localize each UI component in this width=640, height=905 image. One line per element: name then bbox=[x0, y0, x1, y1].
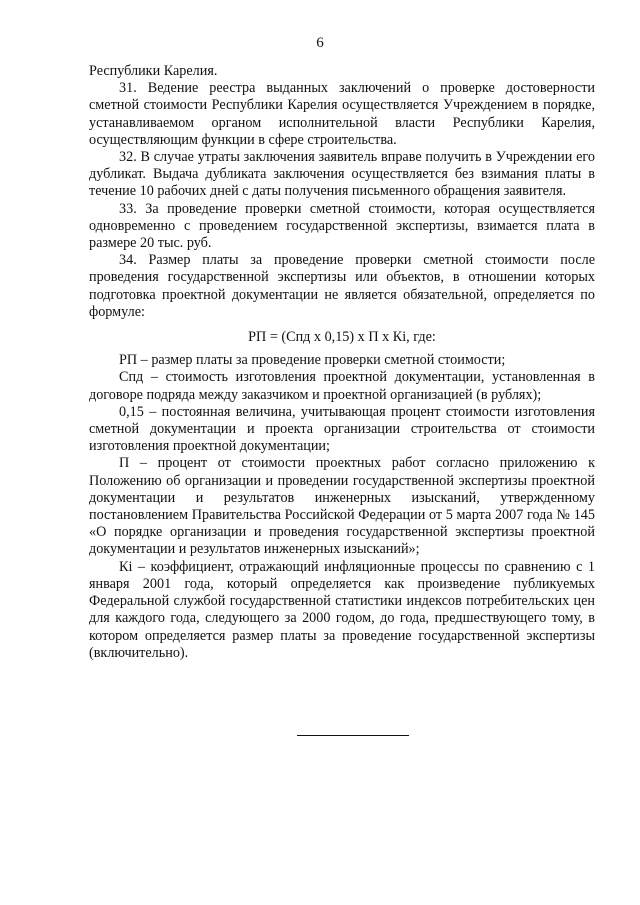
definition-ki: Кi – коэффициент, отражающий инфляционные процессы по сравнению с 1 января 2001 года, который определяется как произведение публикуемых Федеральной службой государственной статистики индексов потребительских цен для каждого года, следующего за 2000 годом, до года, предшествующего тому, в котором определяется размер платы за проведение государственной экспертизы (включительно). bbox=[89, 558, 595, 661]
document-body bbox=[89, 63, 595, 662]
definition-p: П – процент от стоимости проектных работ согласно приложению к Положению об организации и проведении государственной экспертизы проектной документации и результатов инженерных изысканий, утвержденному постановлением Правительства Российской Федерации от 5 марта 2007 года № 145 «О порядке организации и проведения государственной экспертизы проектной документации и результатов инженерных изысканий»; bbox=[89, 455, 595, 558]
definition-rp: РП – размер платы за проведение проверки сметной стоимости; bbox=[119, 352, 506, 369]
definition-spd: Спд – стоимость изготовления проектной документации, установленная в договоре подряда между заказчиком и проектной организацией (в рублях); bbox=[89, 369, 595, 403]
paragraph-33: 33. За проведение проверки сметной стоимости, которая осуществляется одновременно с проведением государственной экспертизы, взимается плата в размере 20 тыс. руб. bbox=[89, 200, 595, 252]
end-separator-line bbox=[297, 735, 409, 736]
paragraph-31: 31. Ведение реестра выданных заключений о проверке достоверности сметной стоимости Республики Карелия осуществляется Учреждением в порядке, устанавливаемом органом исполнительной власти Республики Карелия, осуществляющим функции в сфере строительства. bbox=[89, 80, 595, 148]
paragraph-32: 32. В случае утраты заключения заявитель вправе получить в Учреждении его дубликат. Выдача дубликата заключения осуществляется без взимания платы в течение 10 рабочих дней с даты получения письменного обращения заявителя. bbox=[89, 149, 595, 200]
paragraph-34: 34. Размер платы за проведение проверки сметной стоимости после проведения государственной экспертизы или объектов, в отношении которых подготовка проектной документации не является обязательной, определяется по формуле: bbox=[89, 252, 595, 320]
page-number: 6 bbox=[316, 35, 324, 51]
fee-formula: РП = (Спд x 0,15) x П x Кi, где: bbox=[248, 329, 436, 346]
definition-constant: 0,15 – постоянная величина, учитывающая процент стоимости изготовления сметной документации и проекта организации строительства от стоимости изготовления проектной документации; bbox=[89, 403, 595, 455]
paragraph-continuation: Республики Карелия. bbox=[89, 63, 218, 79]
